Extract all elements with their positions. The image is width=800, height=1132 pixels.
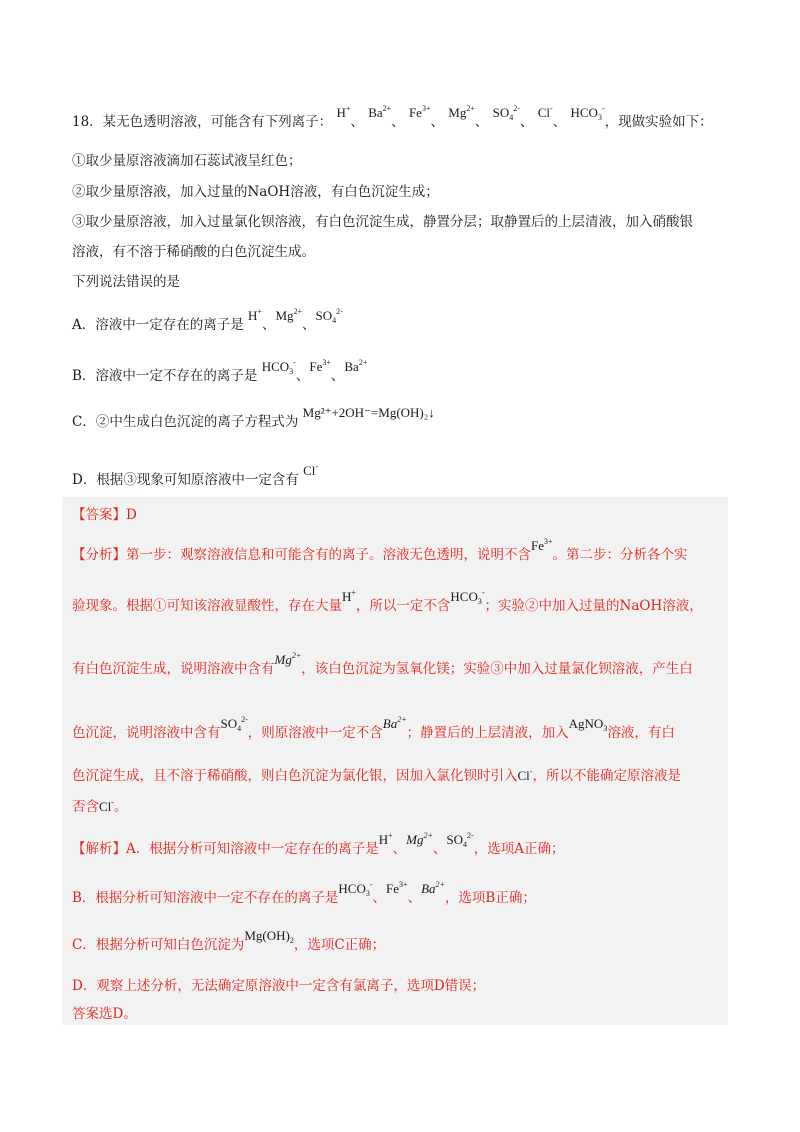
ion-cl: Cl- (303, 462, 319, 478)
analysis-text: ，所以一定不含 (355, 598, 451, 614)
ion-h: H+ (378, 831, 393, 847)
analysis-text: 第一步：观察溶液信息和可能含有的离子。溶液无色透明，说明不含 (126, 547, 531, 563)
experiment-2: ②取少量原溶液，加入过量的NaOH溶液，有白色沉淀生成； (72, 184, 439, 200)
ion-ba: $Ba^{2+}$ (421, 880, 445, 896)
ion-ba: $Ba^{2+}$ (368, 104, 392, 120)
explanation-text: ，选项B正确； (444, 890, 536, 906)
explanation-text: B．根据分析可知溶液中一定不存在的离子是 (72, 890, 339, 906)
analysis-text: 色沉淀生成，且不溶于稀硝酸，则白色沉淀为氯化银，因加入氯化钡时引入 (72, 768, 518, 784)
option-b-text: B．溶液中一定不存在的离子是 (72, 368, 258, 384)
analysis-text: ；实验②中加入过量的NaOH溶液， (484, 598, 703, 614)
option-a-text: A．溶液中一定存在的离子是 (72, 317, 244, 333)
option-c-text: C．②中生成白色沉淀的离子方程式为 (72, 414, 299, 430)
sep: 、 (552, 114, 567, 130)
final-answer: 答案选D。 (72, 1006, 137, 1022)
explanation-text: C．根据分析可知白色沉淀为 (72, 937, 245, 953)
sep: 、 (474, 114, 489, 130)
option-c (72, 405, 435, 432)
option-d (72, 462, 319, 490)
analysis-text: 。第二步：分析各个实 (552, 547, 688, 563)
analysis-text: 否含 (72, 799, 99, 815)
ion-cl: Cl- (537, 104, 553, 120)
analysis-tag: 【分析】 (72, 547, 126, 563)
analysis-text: 溶液，有白 (607, 725, 675, 741)
analysis-line-4 (72, 715, 675, 748)
option-b: B．溶液中一定不存在的离子是 $HCO_3^-$、$Fe^{3+}$、$Ba^{2+}$ (72, 358, 368, 384)
analysis-line-2 (72, 588, 703, 621)
stem-suffix: ，现做实验如下： (604, 114, 713, 130)
ion-mg: $Mg^{2+}$ (448, 104, 475, 120)
explanation-text: ，选项C正确； (293, 937, 386, 953)
explanation-d: D．观察上述分析，无法确定原溶液中一定含有氯离子，选项D错误； (72, 978, 486, 994)
analysis-line-6 (72, 793, 127, 817)
experiment-3-line2: 溶液，有不溶于稀硝酸的白色沉淀生成。 (72, 244, 315, 260)
ion-h: H+ (248, 307, 262, 323)
ion-h: H+ (336, 104, 351, 120)
explanation-tag: 【解析】 (72, 841, 126, 857)
answer-line (72, 505, 137, 525)
ion-cl: Cl- (99, 798, 114, 814)
analysis-text: 验现象。根据①可知该溶液显酸性，存在大量 (72, 598, 342, 614)
analysis-text: ，所以不能确定原溶液是 (532, 768, 681, 784)
analysis-text: 色沉淀，说明溶液中含有 (72, 725, 221, 741)
sep: 、 (430, 114, 444, 130)
ion-hco3: $HCO_3^-$ (338, 880, 373, 898)
explanation-b: B．根据分析可知溶液中一定不存在的离子是$HCO_3^-$、$Fe^{3+}$、$Ba^{2+}$，选项B正确； (72, 880, 536, 906)
analysis-line-1 (72, 537, 688, 565)
ionic-equation: Mg²⁺+2OH⁻=Mg(OH)₂↓ (302, 405, 435, 420)
ion-fe: $Fe^{3+}$ (386, 880, 408, 896)
sep: 、 (391, 114, 405, 130)
explanation-a: 【解析】A．根据分析可知溶液中一定存在的离子是H+、$Mg^{2+}$、$SO_4^{2-}$，选项A正确； (72, 831, 565, 857)
ion-mg: $Mg^{2+}$ (275, 307, 303, 323)
ion-hco3: $HCO_3^-$ (261, 358, 296, 376)
analysis-line-3 (72, 651, 693, 679)
analysis-text: 。 (113, 799, 128, 815)
ion-ba: $Ba^{2+}$ (382, 715, 407, 731)
ion-so4: $SO_4^{2-}$ (446, 831, 474, 849)
ion-cl: Cl- (517, 767, 533, 783)
analysis-line-5 (72, 762, 681, 786)
sep: 、 (519, 114, 534, 130)
ion-hco3: $HCO_3^-$ (570, 104, 605, 122)
stem-prefix: 18．某无色透明溶液，可能含有下列离子： (72, 114, 333, 130)
experiment-1: ①取少量原溶液滴加石蕊试液呈红色； (72, 153, 302, 169)
answer-tag: 【答案】 (72, 507, 126, 523)
ion-fe: $Fe^{3+}$ (309, 358, 331, 374)
ion-h: H+ (342, 588, 356, 604)
ion-so4: $SO_4^{2-}$ (492, 104, 520, 122)
ion-fe: $Fe^{3+}$ (531, 537, 553, 553)
ion-so4: $SO_4^{2-}$ (315, 307, 343, 325)
explanation-text: ，选项A正确； (473, 841, 565, 857)
ion-ba: $Ba^{2+}$ (344, 358, 368, 374)
agno3: AgNO$_3$ (568, 716, 608, 733)
mg-oh-2: $Mg(OH)_2$ (244, 928, 294, 945)
analysis-text: ，该白色沉淀为氢氧化镁；实验③中加入过量氯化钡溶液，产生白 (301, 661, 693, 677)
explanation-c (72, 928, 386, 960)
ion-so4: $SO_4^{2-}$ (220, 715, 248, 733)
sep: 、 (350, 114, 364, 130)
analysis-text: ，则原溶液中一定不含 (247, 725, 383, 741)
option-a: A．溶液中一定存在的离子是 H+、$Mg^{2+}$、$SO_4^{2-}$ (72, 307, 343, 333)
ion-mg: $Mg^{2+}$ (406, 831, 433, 847)
question-ask: 下列说法错误的是 (72, 274, 180, 290)
ion-hco3: $HCO_3^-$ (450, 588, 485, 606)
option-d-text: D．根据③现象可知原溶液中一定含有 (72, 472, 299, 488)
experiment-3-line1: ③取少量原溶液，加入过量氯化钡溶液，有白色沉淀生成，静置分层；取静置后的上层清液，加入硝酸银 (72, 214, 693, 230)
analysis-text: 有白色沉淀生成，说明溶液中含有 (72, 661, 275, 677)
explanation-text: A．根据分析可知溶液中一定存在的离子是 (126, 841, 379, 857)
analysis-text: ；静置后的上层清液，加入 (406, 725, 569, 741)
question-stem (72, 104, 713, 137)
ion-fe: $Fe^{3+}$ (408, 104, 431, 120)
ion-mg: $Mg^{2+}$ (274, 651, 302, 667)
answer-value: D (126, 507, 137, 523)
